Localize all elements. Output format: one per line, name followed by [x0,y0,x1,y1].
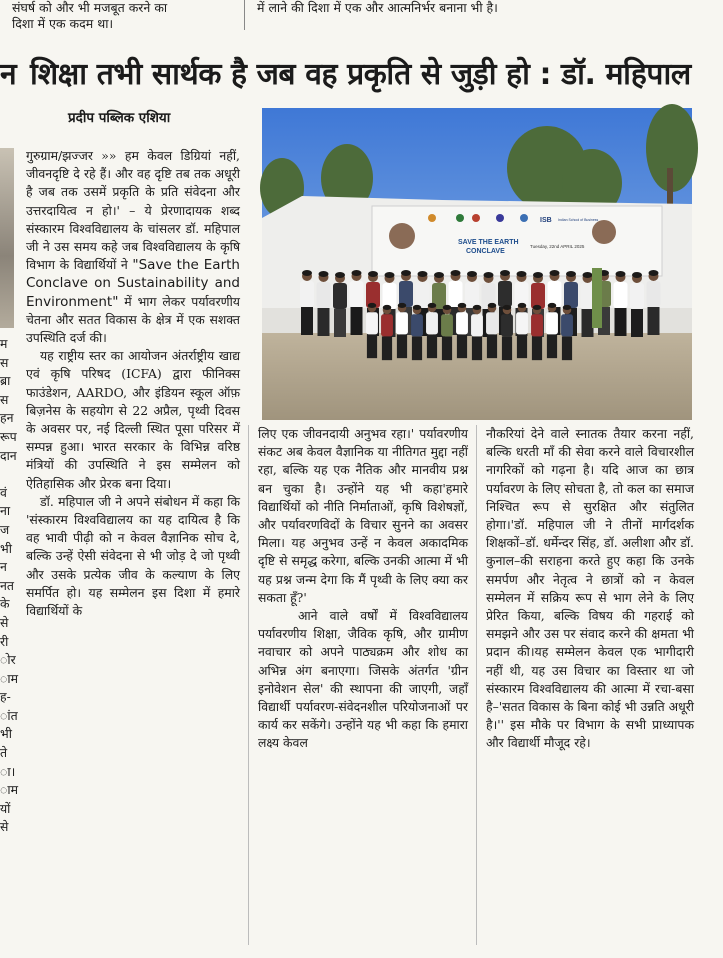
previous-article-right [257,0,697,30]
previous-text-line: संघर्ष को और भी मजबूत करने का [12,0,168,15]
cropped-text-fragment: से [0,614,9,630]
cropped-text-fragment: ोर [0,652,16,668]
isb-logo: ISB [540,217,552,224]
cropped-text-fragment: ते [0,745,8,761]
article-paragraph: यह राष्ट्रीय स्तर का आयोजन अंतर्राष्ट्रीय खाद्य एवं कृषि परिषद (ICFA) द्वारा फीनिक्स फाउंडेशन, AARDO, और इंडियन स्कूल ऑफ़ बिज़नेस के सहयोग से 22 अप्रैल, पृथ्वी दिवस के अवसर पर, नई दिल्ली स्थित पूसा परिसर में सम्पन्न हुआ। भारत सरकार के विभिन्न वरिष्ठ मंत्रियों की उपस्थिति ने इस सम्मेलन को ऐतिहासिक और प्रेरक बना दिया। [26,348,240,491]
article-paragraph: नौकरियां देने वाले स्नातक तैयार करना नहीं, बल्कि धरती माँ की सेवा करने वाले विचारशील नागरिकों को गढ़ना है। यदि आज का छात्र पर्यावरण के लिए सोचता है, तो कल का समाज निश्चित रूप से सुरक्षित और संतुलित होगा।'डॉ. महिपाल जी ने तीनों मार्गदर्शक शिक्षकों–डॉ. धर्मेन्दर सिंह, डॉ. अलीशा और डॉ. कुनाल–की सराहना करते हुए कहा कि उनके समर्पण और नेतृत्व ने छात्रों को न केवल सम्मेलन में सक्रिय रूप से भाग लेने के लिए प्रेरित किया, बल्कि विषय की गहराई को समझने और उस पर संवाद करने की क्षमता भी प्रदान की।यह सम्मेलन केवल एक भागीदारी नहीं थी, यह उस विचार का विस्तार था जो संस्कारम विश्वविद्यालय की आत्मा में रचा-बसा है–'सतत विकास के बिना कोई भी उन्नति अधूरी है।'' इस मौके पर विभाग के सभी प्राध्यापक और विद्यार्थी मौजूद रहे। [486,426,694,751]
cropped-neighbor-column [0,335,16,935]
cropped-text-fragment: ाम [0,670,18,686]
article-paragraph: डॉ. महिपाल जी ने अपने संबोधन में कहा कि 'संस्कारम विश्वविद्यालय का यह दायित्व है कि वह भावी पीढ़ी को न केवल वैज्ञानिक सोच दे, बल्कि उन्हें ऐसी संवेदना से भी जोड़ दे जो पृथ्वी और उसके प्रत्येक जीव के कल्याण के लिए समर्पित हो। यह सम्मेलन इस दिशा में हमारे विद्यार्थियों के [26,493,240,619]
paragraph-tail: में भाग लेकर पर्यावरणीय चेतना और सतत विकास के क्षेत्र में एक सशक्त उपस्थिति दर्ज की। [26,293,240,346]
headline-cut-fragment: न [0,57,17,92]
cropped-photo-edge [0,148,14,328]
potted-plant [592,268,602,328]
article-column-2 [258,425,468,753]
cropped-text-fragment: रूप [0,428,17,444]
cropped-text-fragment: वं [0,484,7,500]
cropped-text-fragment: से [0,819,9,835]
article-paragraph: लिए एक जीवनदायी अनुभव रहा।' पर्यावरणीय संकट अब केवल वैज्ञानिक या नीतिगत मुद्दा नहीं रहा, बल्कि यह एक नैतिक और मानवीय प्रश्न बन चुका है। उन्होंने यह भी कहा'हमारे विद्यार्थियों को नीति निर्माताओं, कृषि विशेषज्ञों, और पर्यावरणविदों के विचार सुनने का अवसर मिला। यह अनुभव उन्हें न केवल अकादमिक दृष्टि से समृद्ध करेगा, बल्कि उनकी आत्मा में भी यह प्रश्न जन्म देगा कि मैं पृथ्वी के लिए क्या कर सकता हूँ?' [258,426,468,605]
cropped-text-fragment: भी [0,540,12,556]
cropped-text-fragment: भी [0,726,12,742]
banner-date: Tuesday, 22nd APRIL 2025 [530,244,585,249]
cropped-text-fragment: के [0,596,10,612]
cropped-text-fragment: ब्रा [0,373,11,389]
previous-article-strip [0,0,723,34]
previous-article-left [12,0,232,30]
conclave-name: "Save the Earth Conclave on Sustainability and Environment" [26,257,240,310]
previous-text-line: में लाने की दिशा में एक और आत्मनिर्भर बनाना भी है। [257,0,498,15]
cropped-text-fragment: दान [0,447,17,463]
previous-text-line: दिशा में एक कदम था। [12,16,114,31]
headline [0,52,723,98]
column-divider [244,0,245,30]
article-column-1 [26,147,240,620]
group-photo-illustration [262,108,692,420]
cropped-text-fragment: म [0,336,8,351]
dateline-paragraph: गुरुग्राम/झज्जर »» हम केवल डिग्रियां नहीं, जीवनदृष्टि दे रहे हैं। और वह दृष्टि तब तक अधूरी है जब तक उसमें प्रकृति के प्रति संवेदना और उत्तरदायित्व न हो।' – ये प्रेरणादायक शब्द संस्कारम विश्वविद्यालय के चांसलर डॉ. महिपाल जी ने उस समय कहे जब विश्वविद्यालय के कृषि विभाग के विद्यार्थियों ने [26,148,240,273]
cropped-text-fragment: हन [0,410,14,426]
cropped-text-fragment: स [0,354,9,370]
article-paragraph: आने वाले वर्षों में विश्वविद्यालय पर्यावरणीय शिक्षा, जैविक कृषि, और ग्रामीण नवाचार को अपने पाठ्यक्रम और शोध का अभिन्न अंग बनाएगा। जिसके अंतर्गत 'ग्रीन इनोवेशन सेल' की स्थापना की जाएगी, जहाँ विद्यार्थी पर्यावरण-संवेदनशील परियोजनाओं पर कार्य कर सकेंगे। उन्होंने यह भी कहा कि हमारा लक्ष्य केवल [258,608,468,751]
cropped-text-fragment: यों [0,800,11,816]
article-column-3 [486,425,694,753]
column-divider [248,425,249,945]
cropped-text-fragment: री [0,633,9,649]
article-paragraph [26,147,240,347]
banner-title-line1: SAVE THE EARTH [458,239,519,246]
cropped-text-fragment [0,465,16,484]
cropped-text-fragment: ांत [0,707,18,723]
cropped-text-fragment: ह- [0,689,11,705]
cropped-text-fragment: ा। [0,763,16,779]
byline: प्रदीप पब्लिक एशिया [68,110,171,126]
conclave-banner [372,206,662,276]
column-divider [476,425,477,945]
banner-title-line2: CONCLAVE [466,248,505,255]
headline-title: शिक्षा तभी सार्थक है जब वह प्रकृति से जुड़ी हो : डॉ. महिपाल [30,57,691,92]
cropped-text-fragment: नत [0,577,14,593]
isb-logo-subtitle: Indian School of Business [558,218,599,222]
cropped-text-fragment: स [0,391,9,407]
cropped-text-fragment: ज [0,521,10,537]
cropped-text-fragment: ाम [0,782,18,798]
cropped-text-fragment: न [0,559,7,575]
event-photo [262,108,692,420]
cropped-text-fragment: ना [0,503,11,519]
